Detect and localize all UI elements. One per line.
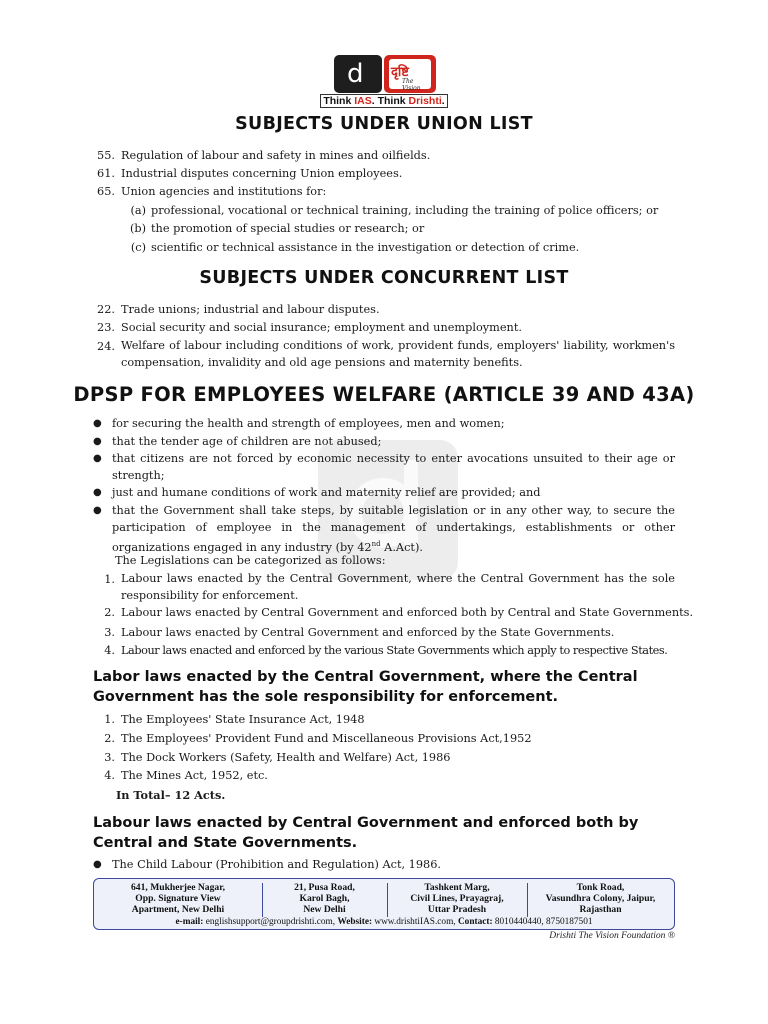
- union-item-text: Union agencies and institutions for:: [121, 185, 327, 198]
- bullet-icon: ●: [93, 453, 102, 464]
- concurrent-item-number: 24.: [97, 340, 115, 353]
- category-text: Labour laws enacted and enforced by the various State Governments which apply to respective States.: [121, 644, 668, 657]
- bullet-icon: ●: [93, 418, 102, 429]
- union-subitem-text: professional, vocational or technical training, including the training of police officers; or: [151, 204, 659, 217]
- bullet-icon: ●: [93, 487, 102, 498]
- category-number: 4.: [104, 644, 115, 657]
- union-subitem-text: the promotion of special studies or research; or: [151, 222, 425, 235]
- act-text: The Dock Workers (Safety, Health and Welfare) Act, 1986: [121, 751, 451, 764]
- logo-devanagari: दृष्टि: [391, 65, 409, 80]
- logo-vision: The Vision: [402, 78, 421, 92]
- union-item-number: 65.: [97, 185, 115, 198]
- union-item-text: Industrial disputes concerning Union employees.: [121, 167, 403, 180]
- union-item-text: Regulation of labour and safety in mines and oilfields.: [121, 149, 431, 162]
- act-number: 1.: [104, 713, 115, 726]
- concurrent-list-heading: SUBJECTS UNDER CONCURRENT LIST: [199, 268, 569, 288]
- concurrent-item-text: Trade unions; industrial and labour disputes.: [121, 303, 380, 316]
- union-subitem-label: (c): [130, 241, 146, 254]
- union-item-number: 61.: [97, 167, 115, 180]
- category-number: 1.: [104, 573, 115, 586]
- footer-contact-line: e-mail: englishsupport@groupdrishti.com, Website: www.drishtiIAS.com, Contact: 8010440440, 8750187501: [175, 917, 593, 927]
- category-text: Labour laws enacted by Central Government and enforced both by Central and State Governments.: [121, 606, 694, 619]
- footer-address-delhi: 641, Mukherjee Nagar, Opp. Signature View Apartment, New Delhi: [131, 882, 225, 915]
- bullet-icon: ●: [93, 436, 102, 447]
- union-subitem-text: scientific or technical assistance in the investigation or detection of crime.: [151, 241, 580, 254]
- footer-email[interactable]: englishsupport@groupdrishti.com,: [203, 917, 338, 927]
- act-number: 4.: [104, 769, 115, 782]
- concurrent-item-number: 22.: [97, 303, 115, 316]
- dpsp-bullet: that the Government shall take steps, by suitable legislation or in any other way, to secure the participation of employee in the management of undertakings, establishments or other organizations engaged in any industry (by 42nd A.Act).: [112, 504, 675, 554]
- act-number: 3.: [104, 751, 115, 764]
- category-number: 2.: [104, 606, 115, 619]
- union-subitem-label: (b): [129, 222, 146, 235]
- dpsp-bullet: that the tender age of children are not abused;: [112, 435, 382, 448]
- central-laws-heading: Labor laws enacted by the Central Government, where the Central Government has the sole responsibility for enforcement.: [93, 669, 638, 705]
- logo-drishti-box: [384, 55, 436, 93]
- concurrent-item-number: 23.: [97, 321, 115, 334]
- union-list-heading: SUBJECTS UNDER UNION LIST: [235, 114, 533, 134]
- acts-total: In Total– 12 Acts.: [116, 788, 226, 802]
- footer-address-karol-bagh: 21, Pusa Road, Karol Bagh, New Delhi: [294, 882, 355, 915]
- act-text: The Mines Act, 1952, etc.: [121, 769, 268, 782]
- footer-address-prayagraj: Tashkent Marg, Civil Lines, Prayagraj, Uttar Pradesh: [410, 882, 504, 915]
- legislations-intro: The Legislations can be categorized as follows:: [115, 554, 386, 567]
- concurrent-item-text: Welfare of labour including conditions of work, provident funds, employers' liability, workmen's compensation, invalidity and old age pensions and maternity benefits.: [121, 339, 675, 369]
- dpsp-heading: DPSP FOR EMPLOYEES WELFARE (ARTICLE 39 AND 43A): [73, 383, 695, 406]
- category-number: 3.: [104, 626, 115, 639]
- act-text: The Employees' State Insurance Act, 1948: [121, 713, 365, 726]
- both-bullet: The Child Labour (Prohibition and Regulation) Act, 1986.: [112, 858, 442, 871]
- logo-tagline: Think IAS. Think Drishti.: [320, 94, 448, 108]
- foundation-credit: Drishti The Vision Foundation ®: [549, 931, 675, 941]
- union-item-number: 55.: [97, 149, 115, 162]
- act-text: The Employees' Provident Fund and Miscellaneous Provisions Act,1952: [121, 732, 532, 745]
- category-text: Labour laws enacted by the Central Government, where the Central Government has the sole responsibility for enforcement.: [121, 572, 675, 602]
- act-number: 2.: [104, 732, 115, 745]
- footer-address-jaipur: Tonk Road, Vasundhra Colony, Jaipur, Rajasthan: [545, 882, 656, 915]
- both-laws-heading: Labour laws enacted by Central Government and enforced both by Central and State Governments.: [93, 815, 639, 851]
- dpsp-bullet: for securing the health and strength of employees, men and women;: [112, 417, 505, 430]
- logo-d-box: d: [334, 55, 382, 93]
- dpsp-bullet: just and humane conditions of work and maternity relief are provided; and: [112, 486, 541, 499]
- dpsp-bullet: that citizens are not forced by economic necessity to enter avocations unsuited to their age or strength;: [112, 452, 675, 482]
- bullet-icon: ●: [93, 505, 102, 516]
- union-subitem-label: (a): [130, 204, 146, 217]
- footer-website[interactable]: www.drishtiIAS.com,: [372, 917, 458, 927]
- footer-address-box: [93, 878, 675, 930]
- footer-phone: 8010440440, 8750187501: [492, 917, 593, 927]
- concurrent-item-text: Social security and social insurance; employment and unemployment.: [121, 321, 522, 334]
- category-text: Labour laws enacted by Central Government and enforced by the State Governments.: [121, 626, 615, 639]
- drishti-logo: [320, 55, 448, 110]
- bullet-icon: ●: [93, 859, 102, 870]
